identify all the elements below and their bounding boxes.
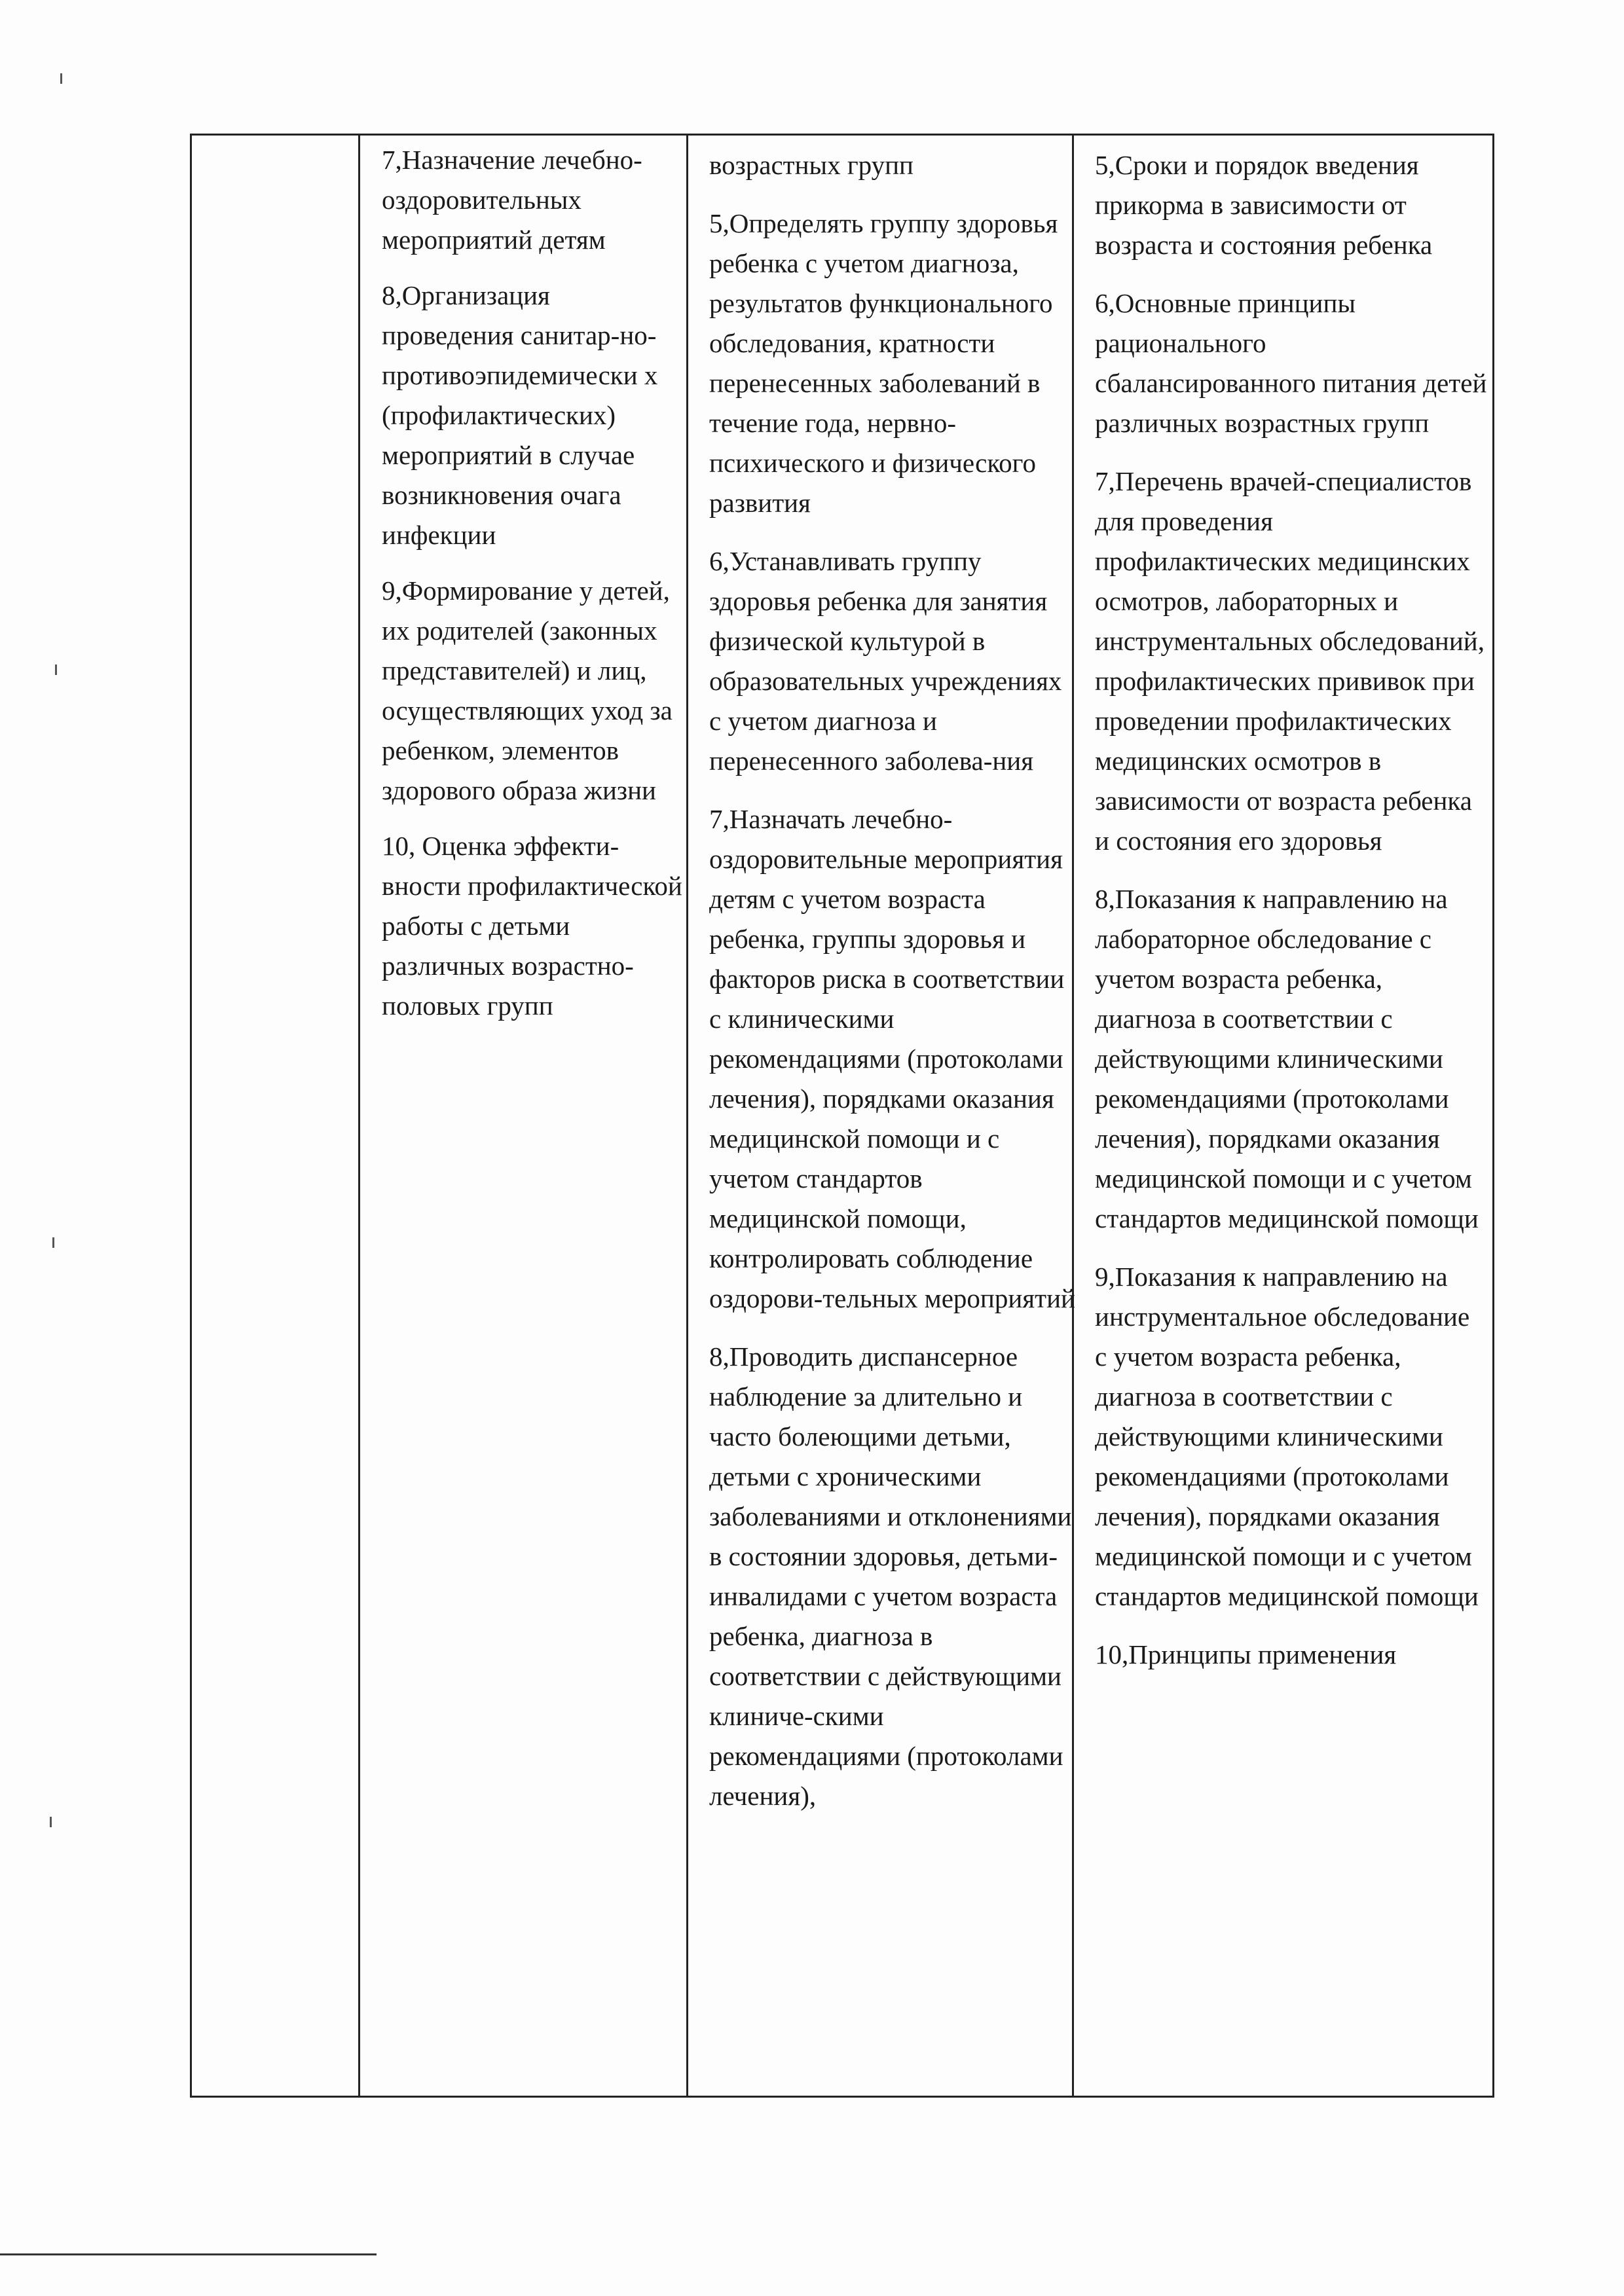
list-item: 5,Определять группу здоровья ребенка с учетом диагноза, результатов функционального обследования, кратности перенесенных заболеваний в течение года, нервно-психического и физического развития	[709, 208, 1058, 518]
column-divider-1	[358, 134, 360, 2097]
list-item: 7,Назначение лечебно-оздоровительных мероприятий детям	[382, 145, 642, 255]
list-item: 7,Назначать лечебно-оздоровительные мероприятия детям с учетом возраста ребенка, группы здоровья и факторов риска в соответствии с клиническими рекомендациями (протоколами лечения), порядками оказания медицинской помощи и с учетом стандартов медицинской помощи, контролировать соблюдение оздорови-тельных мероприятий	[709, 804, 1075, 1313]
list-item: 8,Показания к направлению на лабораторное обследование с учетом возраста ребенка, диагноза в соответствии с действующими клиническими рекомендациями (протоколами лечения), порядками оказания медицинской помощи и с учетом стандартов медицинской помощи	[1095, 884, 1479, 1233]
table-top-border	[190, 134, 1494, 136]
list-item: 6,Устанавливать группу здоровья ребенка для занятия физической культурой в образовательных учреждениях с учетом диагноза и перенесенного заболева-ния	[709, 546, 1062, 776]
scan-mark	[55, 665, 57, 675]
list-item: 6,Основные принципы рационального сбалансированного питания детей различных возрастных групп	[1095, 288, 1487, 438]
list-item: 8,Организация проведения санитар-но-противоэпидемически х (профилактических) мероприятий в случае возникновения очага инфекции	[382, 280, 658, 550]
table-bottom-border	[190, 2096, 1494, 2098]
list-item: 9,Показания к направлению на инструментальное обследование с учетом возраста ребенка, диагноза в соответствии с действующими клиническими рекомендациями (протоколами лечения), порядками оказания медицинской помощи и с учетом стандартов медицинской помощи	[1095, 1262, 1479, 1611]
table-cell-col1	[192, 136, 358, 2096]
scan-mark	[50, 1817, 52, 1827]
footer-rule	[0, 2253, 377, 2255]
table-cell-col3	[709, 145, 1079, 1834]
list-item: 8,Проводить диспансерное наблюдение за длительно и часто болеющими детьми, детьми с хроническими заболеваниями и отклонениями в состоянии здоровья, детьми-инвалидами с учетом возраста ребенка, диагноза в соответствии с действующими клиниче-скими рекомендациями (протоколами лечения),	[709, 1341, 1072, 1811]
list-item: 10,Принципы применения	[1095, 1639, 1397, 1669]
list-item: 10, Оценка эффекти-вности профилактической работы с детьми различных возрастно-половых групп	[382, 831, 682, 1021]
column-divider-2	[686, 134, 688, 2097]
scan-mark	[60, 73, 62, 84]
table-right-border	[1492, 134, 1494, 2097]
table-cell-col2	[382, 140, 686, 1042]
list-item: 7,Перечень врачей-специалистов для проведения профилактических медицинских осмотров, лабораторных и инструментальных обследований, профилактических прививок при проведении профилактических медицинских осмотров в зависимости от возраста ребенка и состояния его здоровья	[1095, 466, 1485, 856]
table-cell-col4	[1095, 145, 1488, 1693]
list-item: возрастных групп	[709, 150, 913, 180]
list-item: 9,Формирование у детей, их родителей (законных представителей) и лиц, осуществляющих уход за ребенком, элементов здорового образа жизни	[382, 575, 673, 805]
list-item: 5,Сроки и порядок введения прикорма в зависимости от возраста и состояния ребенка	[1095, 150, 1433, 260]
scan-mark	[52, 1237, 54, 1248]
